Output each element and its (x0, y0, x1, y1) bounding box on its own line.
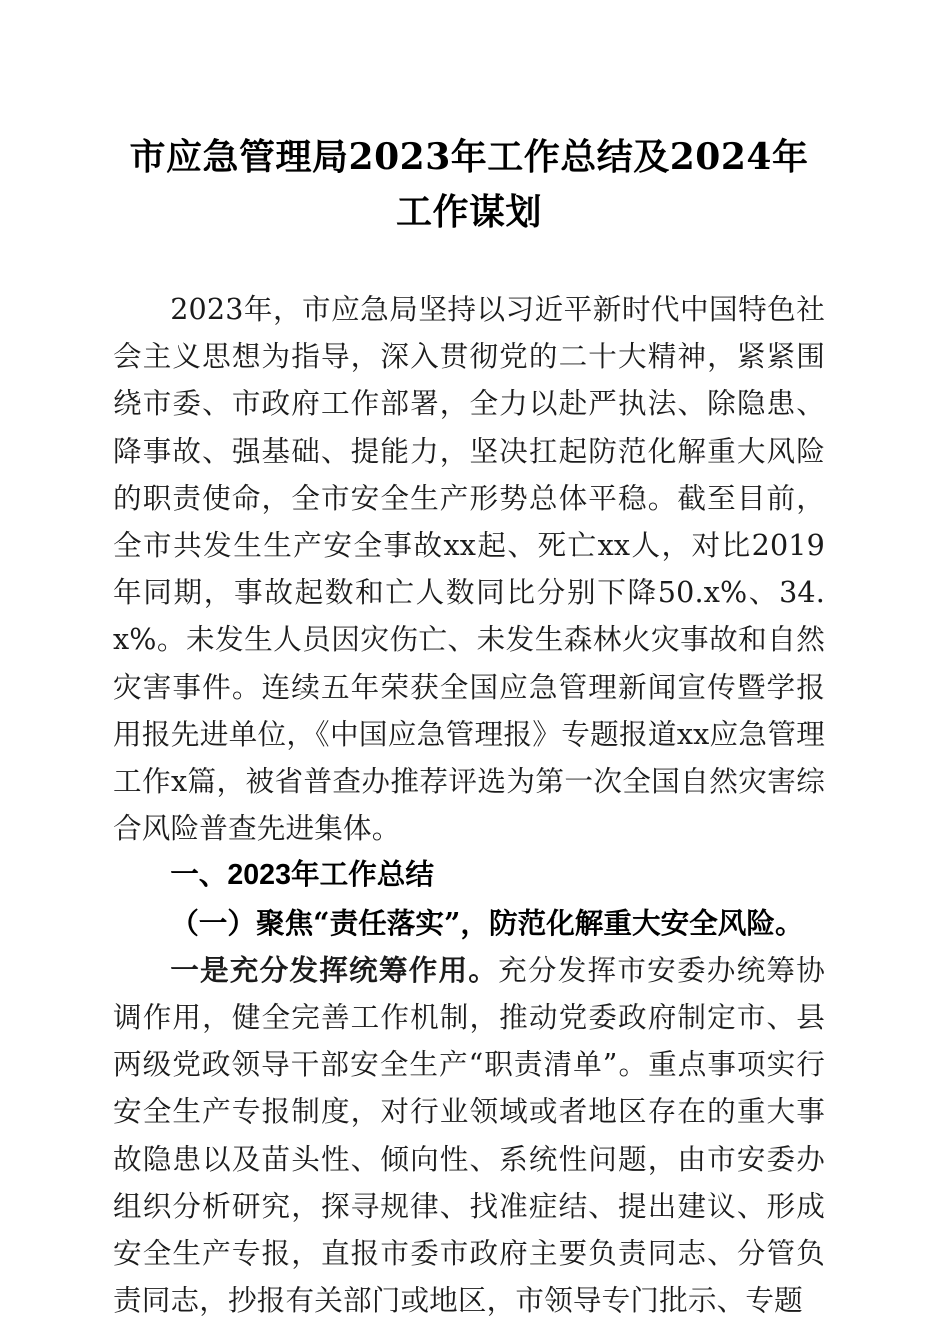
page-title: 市应急管理局2023年工作总结及2024年工作谋划 (129, 136, 809, 233)
body-paragraph-one (113, 947, 825, 1325)
paragraph-rest: 充分发挥市安委办统筹协调作用，健全完善工作机制，推动党委政府制定市、县两级党政领导干部安全生产“职责清单”。重点事项实行安全生产专报制度，对行业领域或者地区存在的重大事故隐患以及苗头性、倾向性、系统性问题，由市安委办组织分析研究，探寻规律、找准症结、提出建议、形成安全生产专报，直报市委市政府主要负责同志、分管负责同志，抄报有关部门或地区，市领导专门批示、专题 (113, 952, 825, 1318)
section-heading-level1: 一、2023年工作总结 (170, 859, 434, 892)
section-heading-level2: （一）聚焦“责任落实”，防范化解重大安全风险。 (170, 905, 804, 940)
opening-paragraph: 2023年，市应急局坚持以习近平新时代中国特色社会主义思想为指导，深入贯彻党的二十大精神，紧紧围绕市委、市政府工作部署，全力以赴严执法、除隐患、降事故、强基础、提能力，坚决扛起防范化解重大风险的职责使命，全市安全生产形势总体平稳。截至目前，全市共发生生产安全事故xx起、死亡xx人，对比2019年同期，事故起数和亡人数同比分别下降50.x%、34.x%。未发生人员因灾伤亡、未发生森林火灾事故和自然灾害事件。连续五年荣获全国应急管理新闻宣传暨学报用报先进单位，《中国应急管理报》专题报道xx应急管理工作x篇，被省普查办推荐评选为第一次全国自然灾害综合风险普查先进集体。 (113, 292, 825, 846)
paragraph-lead-in: 一是充分发挥统筹作用。 (170, 952, 499, 987)
document-body (113, 0, 825, 1324)
